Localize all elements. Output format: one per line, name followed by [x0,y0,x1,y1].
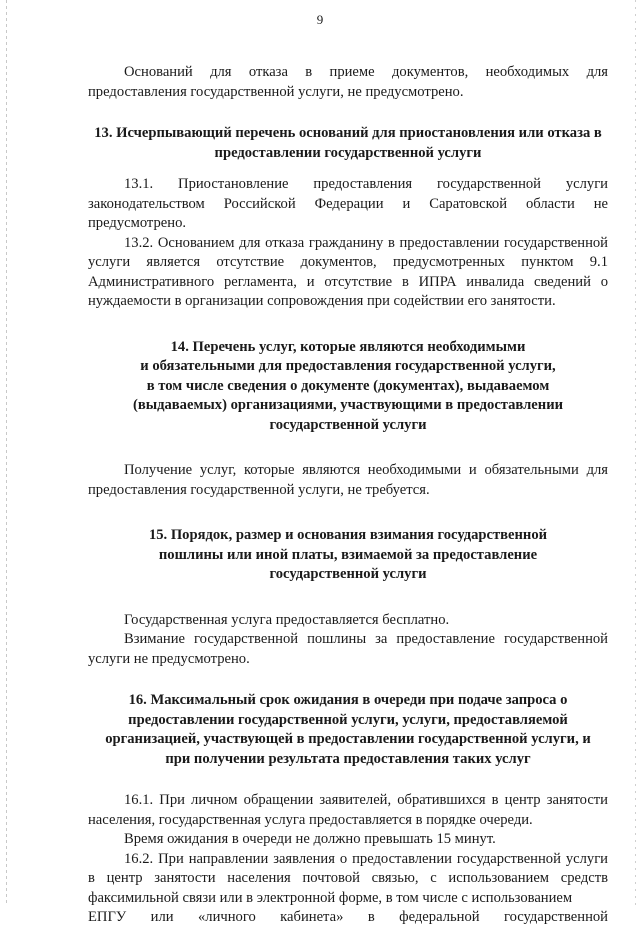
scan-edge-right [635,0,636,905]
section-14-heading-line: и обязательными для предоставления государственной услуги, [140,358,556,374]
section-15-paragraph-1: Государственная услуга предоставляется бесплатно. [124,611,450,628]
section-13-heading: 13. Исчерпывающий перечень оснований для приостановления или отказа в предоставлении государственной услуги [94,125,602,161]
section-14-heading-line: (выдаваемых) организациями, участвующими в предоставлении [132,397,564,413]
section-15-heading-line: 15. Порядок, размер и основания взимания государственной [148,527,548,543]
section-16-heading-line: предоставлении государственной услуги, услуги, предоставляемой [128,711,568,728]
section-16-paragraph-3: 16.2. При направлении заявления о предоставлении государственной услуги в центр занятости населения почтовой связью, с использованием средств факсимильной связи или в электронной форме, в том числе с использованием [88,850,608,906]
section-16-heading-line: 16. Максимальный срок ожидания в очереди при подаче запроса о [128,692,568,708]
section-16-paragraph-3-last-line: ЕПГУ или «личного кабинета» в федеральной государственной [88,909,608,925]
section-16-paragraph-2: Время ожидания в очереди не должно превышать 15 минут. [124,831,496,847]
section-14-heading-line: 14. Перечень услуг, которые являются необходимыми [170,338,526,355]
page-number: 9 [316,12,324,27]
section-15-paragraph-2: Взимание государственной пошлины за предоставление государственной услуги не предусмотрено. [88,631,608,667]
section-16-heading-line: при получении результата предоставления таких услуг [165,750,531,767]
section-13-paragraph-2: 13.2. Основанием для отказа гражданину в предоставлении государственной услуги является отсутствие документов, предусмотренных пунктом 9.1 Административного регламента, и отсутствие в ИПРА инвалида сведений о нуждаемости в организации сопровождения при содействии его занятости. [88,234,608,309]
section-15-heading [88,526,608,585]
section-13-paragraph-1: 13.1. Приостановление предоставления государственной услуги законодательством Российской Федерации и Саратовской области не предусмотрено. [88,176,608,231]
section-14-paragraph-1: Получение услуг, которые являются необходимыми и обязательными для предоставления государственной услуги, не требуется. [88,462,608,498]
section-14-heading-line: государственной услуги [269,416,427,433]
section-16-paragraph-1: 16.1. При личном обращении заявителей, обратившихся в центр занятости населения, государственная услуга предоставляется в порядке очереди. [88,792,608,828]
intro-paragraph: Оснований для отказа в приеме документов, необходимых для предоставления государственной услуги, не предусмотрено. [88,64,608,100]
document-body [88,63,608,928]
section-16-heading-line: организацией, участвующей в предоставлении государственной услуги, и [105,731,591,747]
section-16-heading [88,691,608,769]
scan-edge-left [6,0,7,905]
section-15-heading-line: пошлины или иной платы, взимаемой за предоставление [158,546,538,563]
section-14-heading [88,338,608,436]
section-15-heading-line: государственной услуги [269,566,427,582]
section-14-heading-line: в том числе сведения о документе (документах), выдаваемом [146,377,550,394]
